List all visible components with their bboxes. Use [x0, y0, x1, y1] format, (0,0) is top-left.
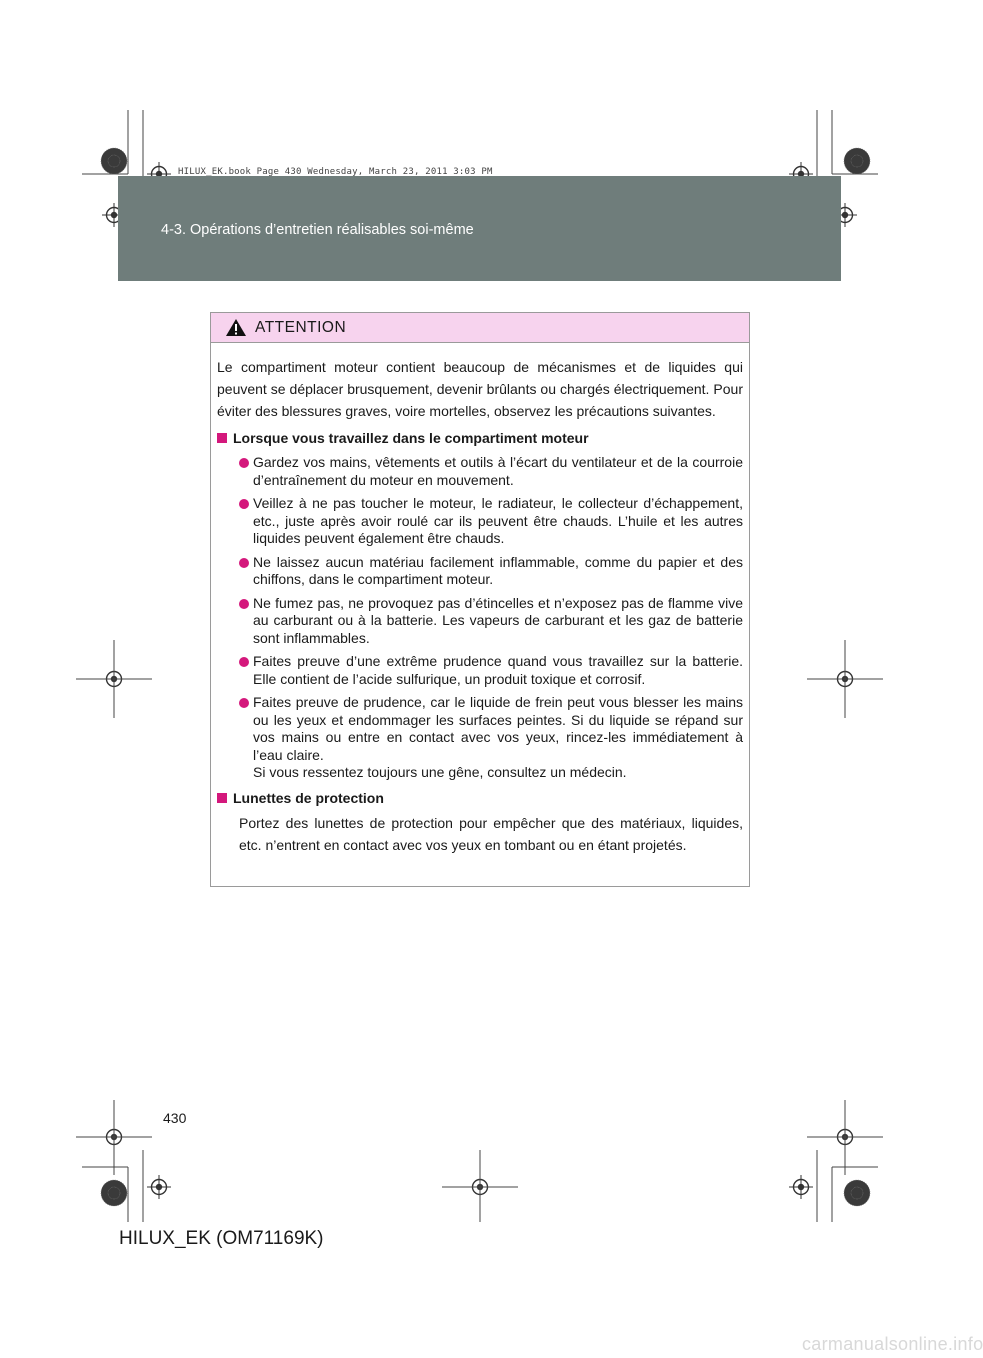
- section-heading: [217, 788, 743, 808]
- engine-precautions-list: [239, 454, 743, 782]
- item-text: Faites preuve de prudence, car le liquide de frein peut vous blesser les mains ou les yeux et endommager les surfaces peintes. Si du liquide se répand sur vos mains ou entre en contact avec vos yeux, rincez-les immédiatement à l’eau claire.: [253, 694, 743, 763]
- round-bullet-icon: [239, 599, 249, 609]
- square-bullet-icon: [217, 793, 227, 803]
- section-heading: [217, 428, 743, 448]
- item-text: Veillez à ne pas toucher le moteur, le radiateur, le collecteur d’échappement, etc., juste après avoir roulé car ils peuvent être chauds. L’huile et les autres liquides peuvent également être chauds.: [253, 495, 743, 546]
- book-slug: HILUX_EK.book Page 430 Wednesday, March 23, 2011 3:03 PM: [178, 167, 493, 177]
- watermark: carmanualsonline.info: [802, 1334, 983, 1354]
- warning-triangle-icon: [225, 318, 247, 337]
- item-text: Ne laissez aucun matériau facilement inflammable, comme du papier et des chiffons, dans le compartiment moteur.: [253, 553, 743, 587]
- section-title-goggles: Lunettes de protection: [233, 789, 384, 806]
- square-bullet-icon: [217, 433, 227, 443]
- round-bullet-icon: [239, 558, 249, 568]
- round-bullet-icon: [239, 657, 249, 667]
- list-item: [239, 554, 743, 589]
- warning-box: [210, 312, 750, 887]
- item-text: Faites preuve d’une extrême prudence quand vous travaillez sur la batterie. Elle contient de l’acide sulfurique, un produit toxique et corrosif.: [253, 653, 743, 687]
- list-item: [239, 495, 743, 548]
- round-bullet-icon: [239, 499, 249, 509]
- section-title-engine: Lorsque vous travaillez dans le compartiment moteur: [233, 430, 589, 446]
- item-text: Gardez vos mains, vêtements et outils à l’écart du ventilateur et de la courroie d’entraînement du moteur en mouvement.: [253, 454, 743, 488]
- round-bullet-icon: [239, 698, 249, 708]
- item-text: Si vous ressentez toujours une gêne, consultez un médecin.: [253, 764, 627, 780]
- warning-title: ATTENTION: [255, 319, 347, 336]
- section-title: 4-3. Opérations d’entretien réalisables soi-même: [161, 222, 474, 238]
- manual-code: HILUX_EK (OM71169K): [119, 1228, 324, 1249]
- goggles-paragraph: Portez des lunettes de protection pour empêcher que des matériaux, liquides, etc. n’entrent en contact avec vos yeux en tombant ou en étant projetés.: [239, 814, 743, 853]
- round-bullet-icon: [239, 458, 249, 468]
- list-item: [239, 595, 743, 648]
- page-number: 430: [163, 1110, 187, 1126]
- warning-header: [211, 313, 749, 343]
- list-item: [239, 454, 743, 489]
- list-item: [239, 653, 743, 688]
- warning-intro: Le compartiment moteur contient beaucoup de mécanismes et de liquides qui peuvent se déplacer brusquement, devenir brûlants ou chargés électriquement. Pour éviter des blessures graves, voire mortelles, observez les précautions suivantes.: [217, 359, 743, 419]
- list-item: [239, 694, 743, 782]
- item-text: Ne fumez pas, ne provoquez pas d’étincelles et n’exposez pas de flamme vive au carburant ou à la batterie. Les vapeurs de carburant et les gaz de batterie sont inflammables.: [253, 594, 743, 646]
